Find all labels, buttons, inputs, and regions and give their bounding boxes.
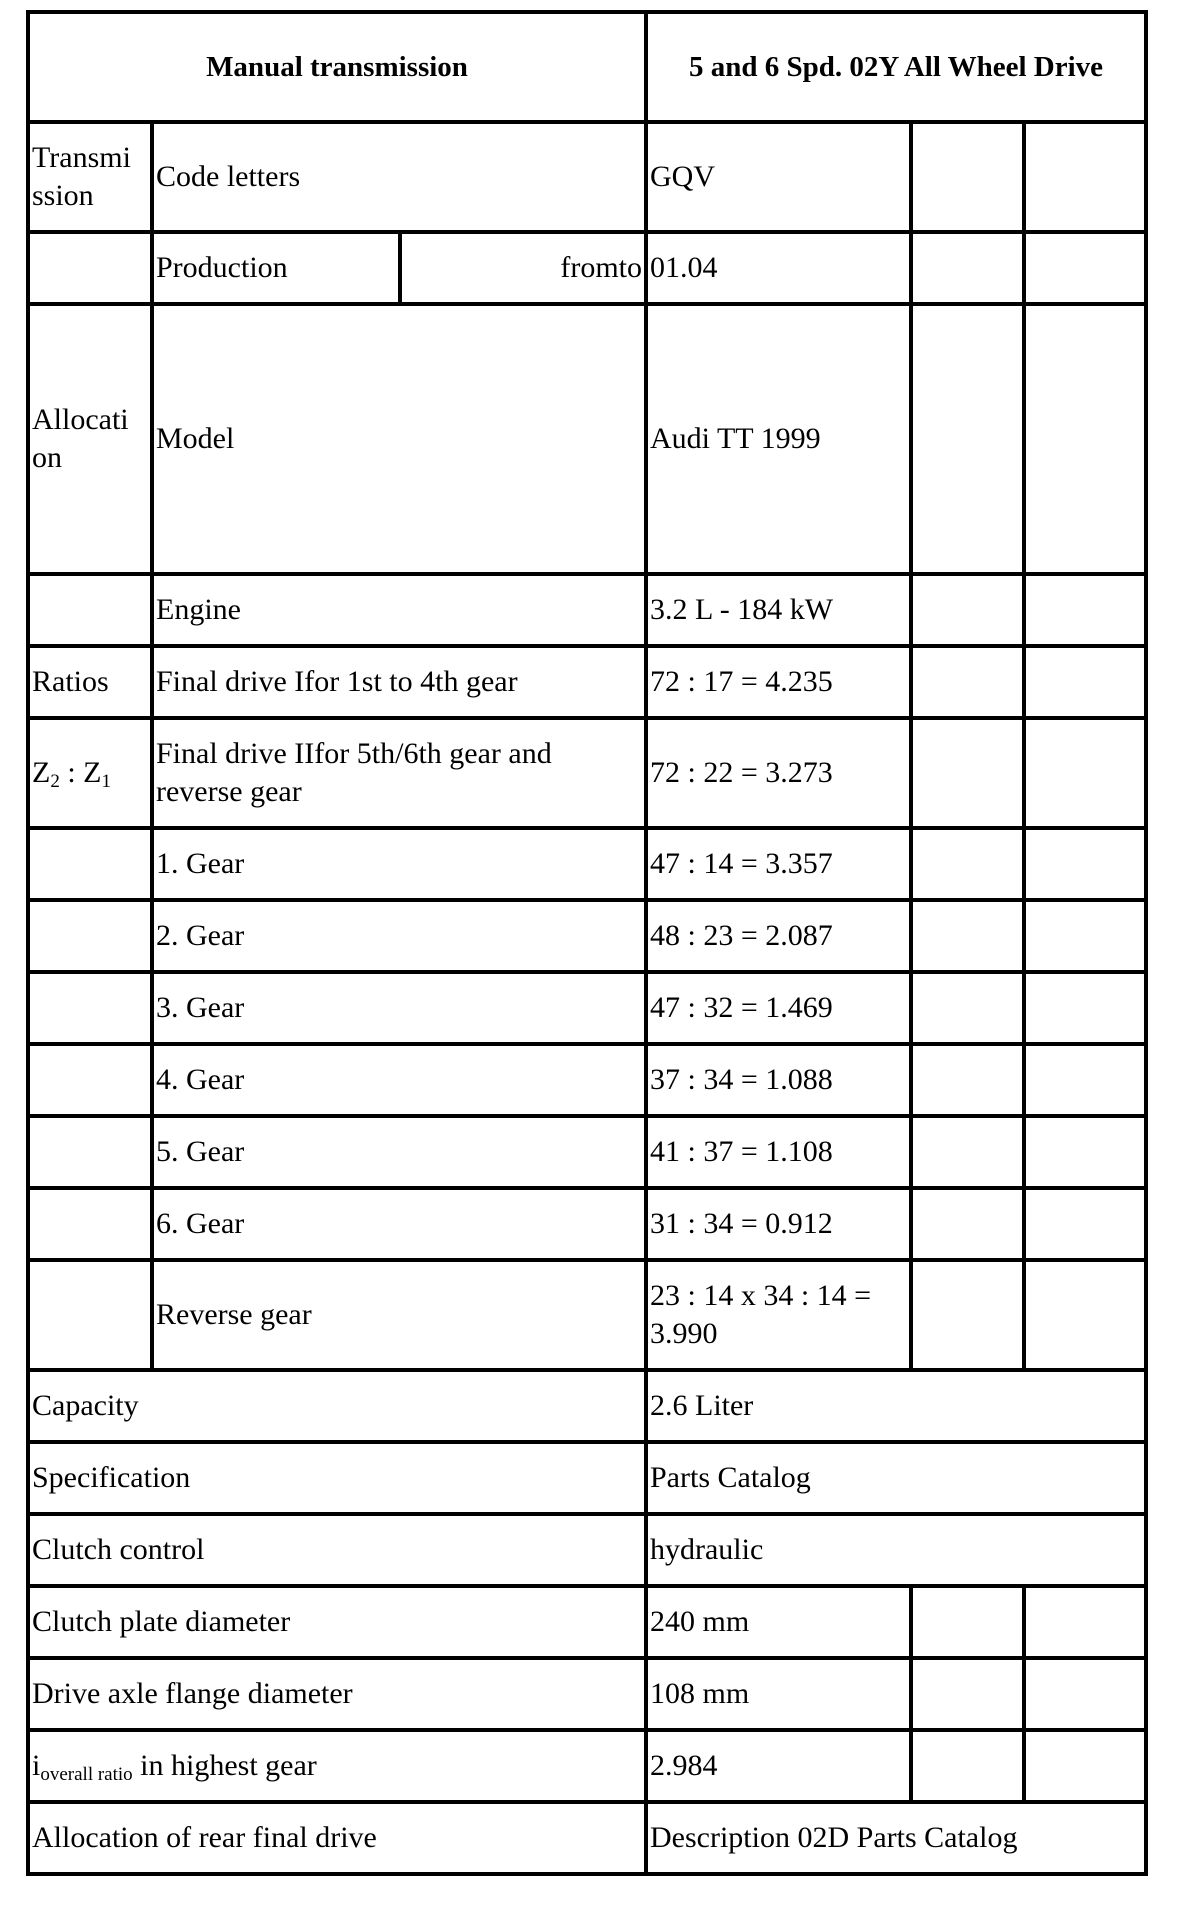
empty-cell	[1024, 1586, 1146, 1658]
label-specification: Specification	[28, 1442, 646, 1514]
empty-cell	[911, 828, 1024, 900]
empty-cell	[28, 1044, 152, 1116]
label-rear-drive: Allocation of rear final drive	[28, 1802, 646, 1874]
value-gear-1: 47 : 14 = 3.357	[646, 828, 911, 900]
group-z2-z1	[28, 718, 152, 828]
empty-cell	[1024, 1730, 1146, 1802]
empty-cell	[911, 122, 1024, 232]
label-overall-ratio	[28, 1730, 646, 1802]
label-gear-4: 4. Gear	[152, 1044, 646, 1116]
empty-cell	[911, 972, 1024, 1044]
empty-cell	[28, 232, 152, 304]
empty-cell	[28, 574, 152, 646]
value-reverse-gear: 23 : 14 x 34 : 14 = 3.990	[646, 1260, 911, 1370]
label-engine: Engine	[152, 574, 646, 646]
table-row-final-drive-2	[28, 718, 1146, 828]
table-row-gear-4	[28, 1044, 1146, 1116]
label-reverse-gear: Reverse gear	[152, 1260, 646, 1370]
empty-cell	[1024, 972, 1146, 1044]
value-flange: 108 mm	[646, 1658, 911, 1730]
empty-cell	[911, 900, 1024, 972]
value-overall-ratio: 2.984	[646, 1730, 911, 1802]
label-clutch-control: Clutch control	[28, 1514, 646, 1586]
empty-cell	[1024, 646, 1146, 718]
table-row-clutch-control	[28, 1514, 1146, 1586]
empty-cell	[1024, 1044, 1146, 1116]
group-transmission: Transmi ssion	[28, 122, 152, 232]
value-clutch-control: hydraulic	[646, 1514, 1146, 1586]
empty-cell	[911, 1658, 1024, 1730]
value-code-letters: GQV	[646, 122, 911, 232]
label-production: Production	[152, 232, 400, 304]
label-final-drive-2: Final drive IIfor 5th/6th gear and reverse gear	[152, 718, 646, 828]
empty-cell	[911, 574, 1024, 646]
label-gear-3: 3. Gear	[152, 972, 646, 1044]
value-capacity: 2.6 Liter	[646, 1370, 1146, 1442]
value-engine: 3.2 L - 184 kW	[646, 574, 911, 646]
empty-cell	[28, 900, 152, 972]
empty-cell	[28, 1116, 152, 1188]
value-specification: Parts Catalog	[646, 1442, 1146, 1514]
label-code-letters: Code letters	[152, 122, 646, 232]
overall-rest: in highest gear	[132, 1749, 317, 1782]
value-production: 01.04	[646, 232, 911, 304]
table-row-model	[28, 304, 1146, 574]
empty-cell	[911, 646, 1024, 718]
empty-cell	[28, 972, 152, 1044]
table-row-clutch-plate	[28, 1586, 1146, 1658]
label-gear-1: 1. Gear	[152, 828, 646, 900]
header-transmission-type: 5 and 6 Spd. 02Y All Wheel Drive	[646, 12, 1146, 122]
empty-cell	[1024, 574, 1146, 646]
empty-cell	[911, 1730, 1024, 1802]
table-row-gear-1	[28, 828, 1146, 900]
value-gear-2: 48 : 23 = 2.087	[646, 900, 911, 972]
empty-cell	[911, 1116, 1024, 1188]
empty-cell	[28, 828, 152, 900]
empty-cell	[1024, 1658, 1146, 1730]
group-ratios: Ratios	[28, 646, 152, 718]
label-capacity: Capacity	[28, 1370, 646, 1442]
empty-cell	[1024, 304, 1146, 574]
table-row-specification	[28, 1442, 1146, 1514]
overall-subscript: overall ratio	[40, 1764, 133, 1785]
group-allocation: Allocati on	[28, 304, 152, 574]
label-model: Model	[152, 304, 646, 574]
table-row-gear-5	[28, 1116, 1146, 1188]
value-final-drive-1: 72 : 17 = 4.235	[646, 646, 911, 718]
empty-cell	[911, 1260, 1024, 1370]
table-row-gear-6	[28, 1188, 1146, 1260]
table-row-code-letters	[28, 122, 1146, 232]
value-gear-4: 37 : 34 = 1.088	[646, 1044, 911, 1116]
empty-cell	[911, 232, 1024, 304]
value-rear-drive: Description 02D Parts Catalog	[646, 1802, 1146, 1874]
table-row-gear-2	[28, 900, 1146, 972]
empty-cell	[911, 718, 1024, 828]
table-row-flange	[28, 1658, 1146, 1730]
empty-cell	[911, 1044, 1024, 1116]
overall-i: i	[32, 1749, 41, 1782]
value-gear-3: 47 : 32 = 1.469	[646, 972, 911, 1044]
transmission-spec-table	[26, 10, 1148, 1876]
empty-cell	[911, 304, 1024, 574]
empty-cell	[911, 1586, 1024, 1658]
label-final-drive-1: Final drive Ifor 1st to 4th gear	[152, 646, 646, 718]
value-final-drive-2: 72 : 22 = 3.273	[646, 718, 911, 828]
spec-sheet	[26, 10, 1144, 1876]
empty-cell	[1024, 1116, 1146, 1188]
z-separator: : Z	[59, 756, 102, 789]
empty-cell	[28, 1188, 152, 1260]
z2-letter: Z	[32, 756, 51, 789]
table-row-reverse-gear	[28, 1260, 1146, 1370]
value-gear-5: 41 : 37 = 1.108	[646, 1116, 911, 1188]
header-manual-transmission: Manual transmission	[28, 12, 646, 122]
header-row	[28, 12, 1146, 122]
label-fromto: fromto	[400, 232, 646, 304]
empty-cell	[911, 1188, 1024, 1260]
label-gear-5: 5. Gear	[152, 1116, 646, 1188]
empty-cell	[1024, 1188, 1146, 1260]
value-clutch-plate: 240 mm	[646, 1586, 911, 1658]
table-row-rear-drive	[28, 1802, 1146, 1874]
label-gear-2: 2. Gear	[152, 900, 646, 972]
empty-cell	[1024, 1260, 1146, 1370]
z1-subscript: 1	[101, 771, 111, 792]
empty-cell	[1024, 900, 1146, 972]
label-flange: Drive axle flange diameter	[28, 1658, 646, 1730]
empty-cell	[28, 1260, 152, 1370]
empty-cell	[1024, 718, 1146, 828]
table-row-overall-ratio	[28, 1730, 1146, 1802]
value-model: Audi TT 1999	[646, 304, 911, 574]
label-gear-6: 6. Gear	[152, 1188, 646, 1260]
z2-subscript: 2	[50, 771, 60, 792]
table-row-final-drive-1	[28, 646, 1146, 718]
table-row-engine	[28, 574, 1146, 646]
empty-cell	[1024, 828, 1146, 900]
empty-cell	[1024, 232, 1146, 304]
table-row-capacity	[28, 1370, 1146, 1442]
label-clutch-plate: Clutch plate diameter	[28, 1586, 646, 1658]
table-row-gear-3	[28, 972, 1146, 1044]
empty-cell	[1024, 122, 1146, 232]
value-gear-6: 31 : 34 = 0.912	[646, 1188, 911, 1260]
table-row-production	[28, 232, 1146, 304]
